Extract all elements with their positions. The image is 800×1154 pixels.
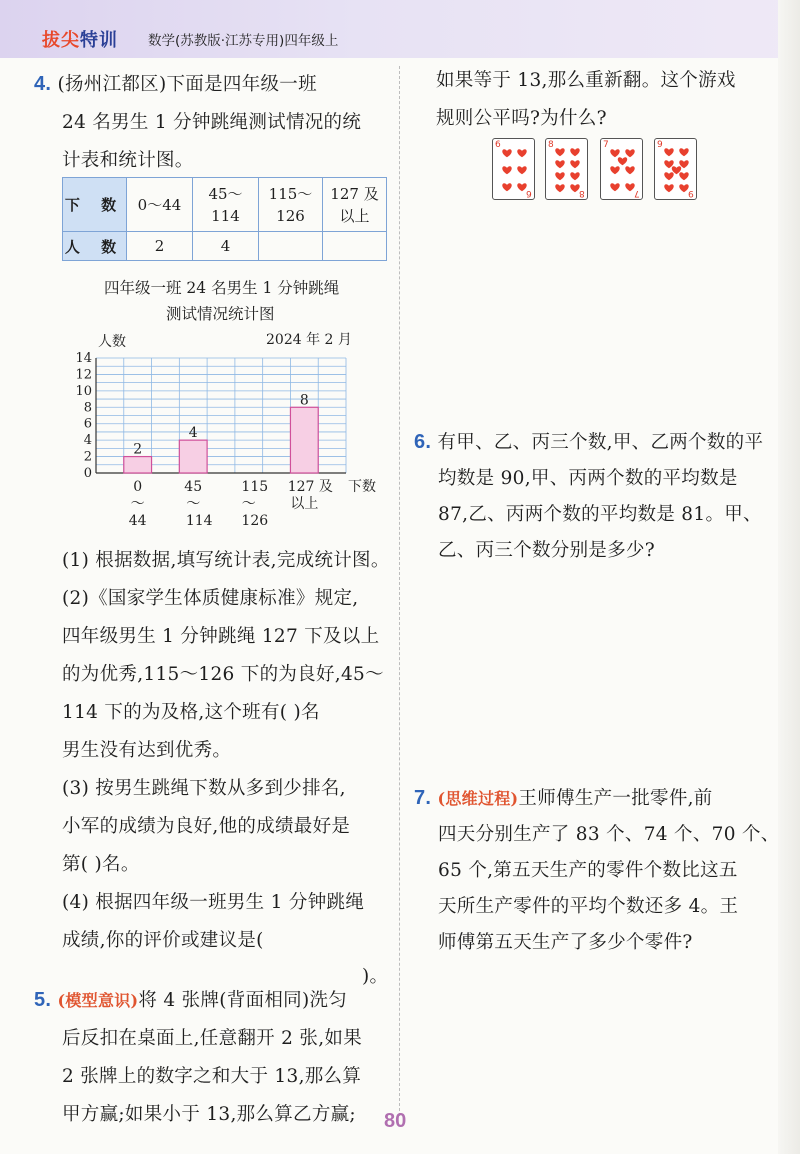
table-count-3[interactable] bbox=[259, 232, 323, 261]
y-tick-label: 10 bbox=[75, 383, 92, 399]
q6-line-3: 87,乙、丙两个数的平均数是 81。甲、 bbox=[438, 504, 762, 525]
page-header bbox=[0, 0, 800, 58]
y-tick-label: 2 bbox=[83, 449, 92, 465]
playing-card-7 bbox=[600, 138, 643, 200]
x-tick-label: 44 bbox=[128, 513, 147, 529]
q7-text-1: 王师傅生产一批零件,前 bbox=[518, 788, 713, 809]
heart-icon bbox=[655, 139, 698, 201]
column-divider bbox=[399, 66, 400, 1116]
heart-pip bbox=[517, 183, 526, 191]
q7-line-4: 天所生产零件的平均个数还多 4。王 bbox=[438, 896, 739, 917]
card-2-value-bottom: 8 bbox=[579, 188, 585, 198]
bar-chart bbox=[60, 328, 390, 538]
x-tick-label: 以上 bbox=[290, 496, 319, 512]
x-tick-label: 127 及 bbox=[287, 479, 333, 495]
bar-4 bbox=[290, 407, 318, 473]
x-tick-label: 126 bbox=[241, 513, 269, 529]
heart-pip bbox=[610, 166, 619, 174]
playing-card-6 bbox=[492, 138, 535, 200]
stat-table bbox=[62, 177, 387, 261]
q6-line-2: 均数是 90,甲、丙两个数的平均数是 bbox=[438, 468, 738, 489]
bar-label-2: 4 bbox=[188, 425, 198, 442]
q7-line-1 bbox=[414, 784, 713, 810]
y-tick-label: 8 bbox=[83, 400, 92, 416]
q7-line-2: 四天分别生产了 83 个、74 个、70 个、 bbox=[438, 824, 780, 845]
q5-line-4: 甲方赢;如果小于 13,那么算乙方赢; bbox=[62, 1104, 356, 1125]
y-tick-label: 14 bbox=[75, 351, 92, 366]
q4-text-1: (扬州江都区)下面是四年级一班 bbox=[57, 74, 317, 95]
brand-part1: 拔尖 bbox=[42, 30, 80, 51]
table-range-3 bbox=[259, 178, 323, 232]
card-4-value-bottom: 9 bbox=[688, 188, 694, 198]
heart-pip bbox=[555, 160, 564, 168]
heart-pip bbox=[679, 148, 688, 156]
table-header-people: 人 数 bbox=[63, 232, 127, 261]
card-1-value: 6 bbox=[495, 140, 501, 150]
q4-line-2: 24 名男生 1 分钟跳绳测试情况的统 bbox=[62, 112, 362, 133]
heart-pip bbox=[610, 183, 619, 191]
q4-line-3: 计表和统计图。 bbox=[62, 150, 194, 171]
q6-line-1 bbox=[414, 428, 763, 454]
heart-pip bbox=[570, 160, 579, 168]
q4-number: 4. bbox=[34, 73, 52, 95]
q7-tag: (思维过程) bbox=[437, 789, 519, 808]
heart-pip bbox=[570, 172, 579, 180]
q7-number: 7. bbox=[414, 787, 432, 809]
heart-pip bbox=[502, 149, 511, 157]
heart-icon bbox=[601, 139, 644, 201]
chart-title-line-1: 四年级一班 24 名男生 1 分钟跳绳 bbox=[104, 279, 340, 297]
chart-title-line-2: 测试情况统计图 bbox=[166, 305, 275, 323]
brand-part2: 特训 bbox=[80, 30, 118, 51]
bar-2 bbox=[179, 440, 207, 473]
q4-sub-2: (2)《国家学生体质健康标准》规定, bbox=[62, 588, 359, 609]
q6-line-4: 乙、丙三个数分别是多少? bbox=[438, 540, 656, 561]
q4-sub-10: (4) 根据四年级一班男生 1 分钟跳绳 bbox=[62, 892, 365, 913]
heart-pip bbox=[555, 184, 564, 192]
x-tick-label: 0 bbox=[133, 479, 143, 495]
brand-logo bbox=[42, 26, 118, 52]
heart-pip bbox=[517, 166, 526, 174]
card-3-value-bottom: 7 bbox=[634, 188, 640, 198]
q4-sub-11: 成绩,你的评价或建议是( bbox=[62, 930, 264, 951]
heart-pip bbox=[555, 172, 564, 180]
heart-pip bbox=[502, 183, 511, 191]
heart-pip bbox=[664, 184, 673, 192]
page-number: 80 bbox=[384, 1110, 407, 1132]
heart-pip bbox=[625, 149, 634, 157]
heart-pip bbox=[618, 157, 627, 165]
book-subject: 数学(苏教版·江苏专用)四年级上 bbox=[148, 33, 339, 49]
bar-label-1: 2 bbox=[133, 441, 143, 458]
heart-pip bbox=[555, 148, 564, 156]
q4-sub-12: )。 bbox=[362, 966, 389, 987]
heart-pip bbox=[570, 184, 579, 192]
q5-cont-1: 如果等于 13,那么重新翻。这个游戏 bbox=[436, 70, 736, 91]
heart-pip bbox=[625, 183, 634, 191]
table-range-4 bbox=[323, 178, 387, 232]
q4-sub-6: 男生没有达到优秀。 bbox=[62, 740, 232, 761]
q4-sub-5: 114 下的为及格,这个班有( )名 bbox=[62, 702, 320, 723]
x-tick-label: 114 bbox=[185, 513, 213, 529]
card-3-value: 7 bbox=[603, 140, 609, 150]
q5-cont-2: 规则公平吗?为什么? bbox=[436, 108, 607, 129]
y-tick-label: 0 bbox=[83, 466, 92, 481]
q4-sub-3: 四年级男生 1 分钟跳绳 127 下及以上 bbox=[62, 626, 380, 647]
chart-date: 2024 年 2 月 bbox=[266, 332, 352, 348]
heart-pip bbox=[610, 149, 619, 157]
card-4-value: 9 bbox=[657, 140, 663, 150]
heart-pip bbox=[664, 172, 673, 180]
q5-number: 5. bbox=[34, 989, 52, 1011]
q4-sub-4: 的为优秀,115～126 下的为良好,45～ bbox=[62, 664, 384, 685]
q5-line-3: 2 张牌上的数字之和大于 13,那么算 bbox=[62, 1066, 362, 1087]
x-tick-label: 45 bbox=[184, 479, 203, 495]
q7-line-3: 65 个,第五天生产的零件个数比这五 bbox=[438, 860, 738, 881]
q4-sub-8: 小军的成绩为良好,他的成绩最好是 bbox=[62, 816, 351, 837]
y-tick-label: 4 bbox=[83, 433, 92, 449]
y-axis-label: 人数 bbox=[98, 334, 126, 350]
bar-1 bbox=[124, 457, 152, 473]
playing-card-9 bbox=[654, 138, 697, 200]
table-range-1: 0～44 bbox=[127, 178, 193, 232]
y-tick-label: 6 bbox=[83, 416, 92, 432]
card-1-value-bottom: 6 bbox=[526, 188, 532, 198]
heart-pip bbox=[679, 172, 688, 180]
table-count-4[interactable] bbox=[323, 232, 387, 261]
q4-sub-7: (3) 按男生跳绳下数从多到少排名, bbox=[62, 778, 346, 799]
x-tick-label: ～ bbox=[241, 496, 256, 512]
q5-line-1 bbox=[34, 986, 347, 1012]
heart-pip bbox=[679, 184, 688, 192]
x-axis-label: 下数 bbox=[348, 479, 376, 495]
table-count-1: 2 bbox=[127, 232, 193, 261]
q4-sub-9: 第( )名。 bbox=[62, 854, 140, 875]
table-range-4-text: 127 及 以上 bbox=[330, 184, 379, 225]
bar-label-4: 8 bbox=[299, 392, 309, 409]
heart-pip bbox=[517, 149, 526, 157]
q6-text-1: 有甲、乙、丙三个数,甲、乙两个数的平 bbox=[437, 432, 764, 453]
q4-sub-1: (1) 根据数据,填写统计表,完成统计图。 bbox=[62, 550, 390, 571]
x-tick-label: ～ bbox=[186, 496, 201, 512]
heart-pip bbox=[664, 148, 673, 156]
q5-tag: (模型意识) bbox=[57, 991, 139, 1010]
card-2-value: 8 bbox=[548, 140, 554, 150]
heart-icon bbox=[546, 139, 589, 201]
q7-line-5: 师傅第五天生产了多少个零件? bbox=[438, 932, 693, 953]
q5-text-1: 将 4 张牌(背面相同)洗匀 bbox=[138, 990, 348, 1011]
x-tick-label: ～ bbox=[130, 496, 145, 512]
q5-line-2: 后反扣在桌面上,任意翻开 2 张,如果 bbox=[62, 1028, 362, 1049]
y-tick-label: 12 bbox=[75, 367, 92, 383]
table-range-2 bbox=[193, 178, 259, 232]
heart-pip bbox=[625, 166, 634, 174]
table-count-2: 4 bbox=[193, 232, 259, 261]
table-header-count: 下 数 bbox=[63, 178, 127, 232]
page-edge bbox=[778, 0, 800, 1154]
playing-card-8 bbox=[545, 138, 588, 200]
heart-pip bbox=[570, 148, 579, 156]
heart-icon bbox=[493, 139, 536, 201]
table-range-2-text: 45～ 114 bbox=[208, 184, 243, 225]
q6-number: 6. bbox=[414, 431, 432, 453]
heart-pip bbox=[502, 166, 511, 174]
table-range-3-text: 115～ 126 bbox=[268, 184, 313, 225]
x-tick-label: 115 bbox=[241, 479, 269, 495]
q4-line-1 bbox=[34, 70, 317, 96]
